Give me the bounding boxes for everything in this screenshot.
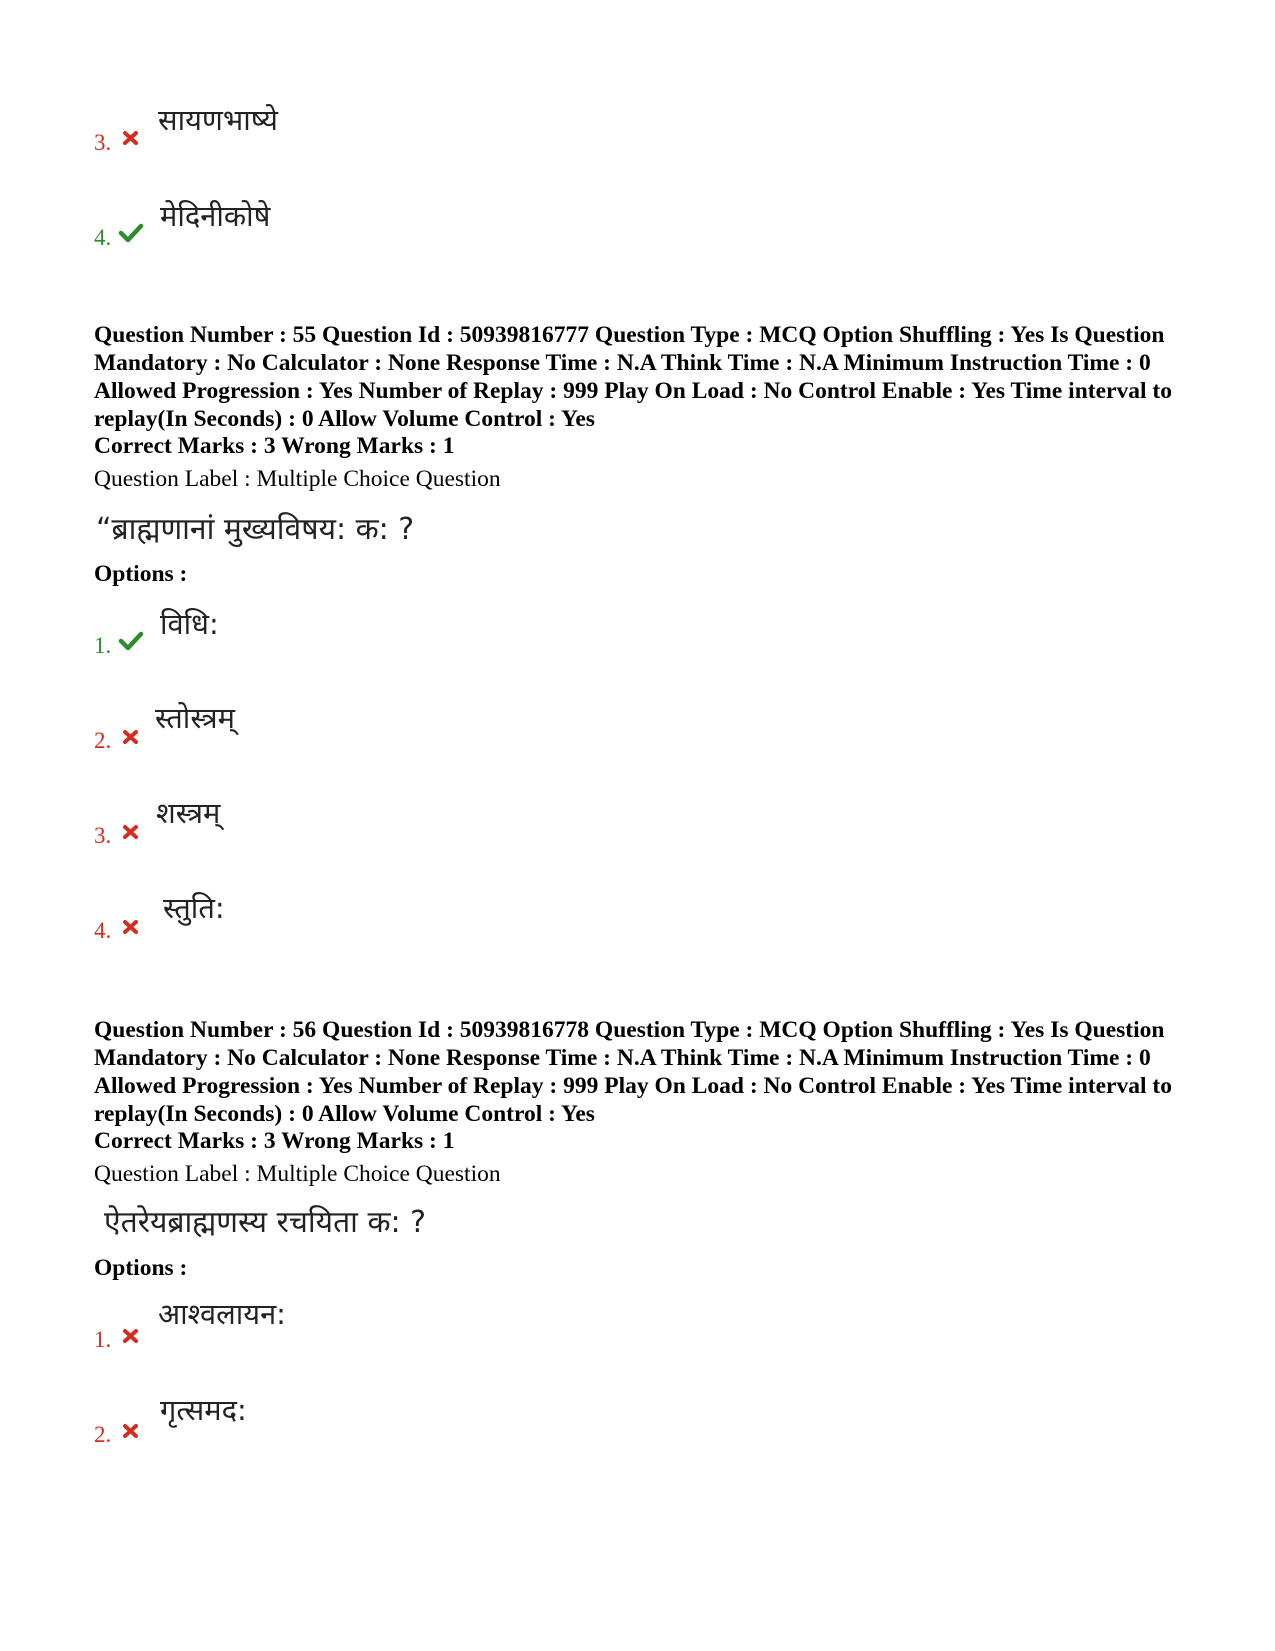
cross-icon	[121, 822, 141, 842]
option-number: 2.	[94, 1422, 112, 1447]
check-icon	[118, 223, 144, 243]
option-text: स्तुति:	[163, 891, 225, 925]
option-number: 2.	[94, 728, 112, 753]
question-meta: Question Number : 55 Question Id : 50939816777 Question Type : MCQ Option Shuffling : Yes Is Question Mandatory : No Calculator : None Response Time : N.A Think Time : N.A Minimum Instruction Time : 0 Allowed Progression : Yes Number of Replay : 999 Play On Load : No Control Enable : Yes Time interval to replay(In Seconds) : 0 Allow Volume Control : Yes	[94, 322, 1172, 432]
options-heading: Options :	[94, 561, 188, 587]
option-number: 4.	[94, 918, 112, 943]
question-label: Question Label : Multiple Choice Question	[94, 1161, 501, 1187]
option-number: 4.	[94, 225, 112, 250]
option-text: स्तोस्त्रम्	[155, 701, 235, 735]
option-text: विधि:	[160, 607, 219, 641]
question-meta: Question Number : 56 Question Id : 50939816778 Question Type : MCQ Option Shuffling : Yes Is Question Mandatory : No Calculator : None Response Time : N.A Think Time : N.A Minimum Instruction Time : 0 Allowed Progression : Yes Number of Replay : 999 Play On Load : No Control Enable : Yes Time interval to replay(In Seconds) : 0 Allow Volume Control : Yes	[94, 1017, 1172, 1127]
options-heading: Options :	[94, 1255, 188, 1281]
option-number: 1.	[94, 1327, 112, 1352]
option-text: मेदिनीकोषे	[160, 199, 271, 233]
cross-icon	[121, 727, 141, 747]
option-number: 1.	[94, 633, 112, 658]
cross-icon	[121, 1326, 141, 1346]
option-text: सायणभाष्ये	[158, 103, 278, 137]
marks-line: Correct Marks : 3 Wrong Marks : 1	[94, 433, 455, 459]
option-number: 3.	[94, 823, 112, 848]
option-text: आश्वलायन:	[158, 1297, 286, 1331]
option-text: गृत्समद:	[160, 1393, 247, 1427]
check-icon	[118, 631, 144, 651]
question-label: Question Label : Multiple Choice Question	[94, 466, 501, 492]
cross-icon	[121, 128, 141, 148]
option-number: 3.	[94, 130, 112, 155]
option-text: शस्त्रम्	[156, 796, 221, 830]
cross-icon	[121, 1421, 141, 1441]
cross-icon	[121, 917, 141, 937]
question-text: ऐतरेयब्राह्मणस्य रचयिता क: ?	[104, 1205, 427, 1240]
marks-line: Correct Marks : 3 Wrong Marks : 1	[94, 1128, 455, 1154]
question-text: “ब्राह्मणानां मुख्यविषय: क: ?	[96, 512, 415, 547]
